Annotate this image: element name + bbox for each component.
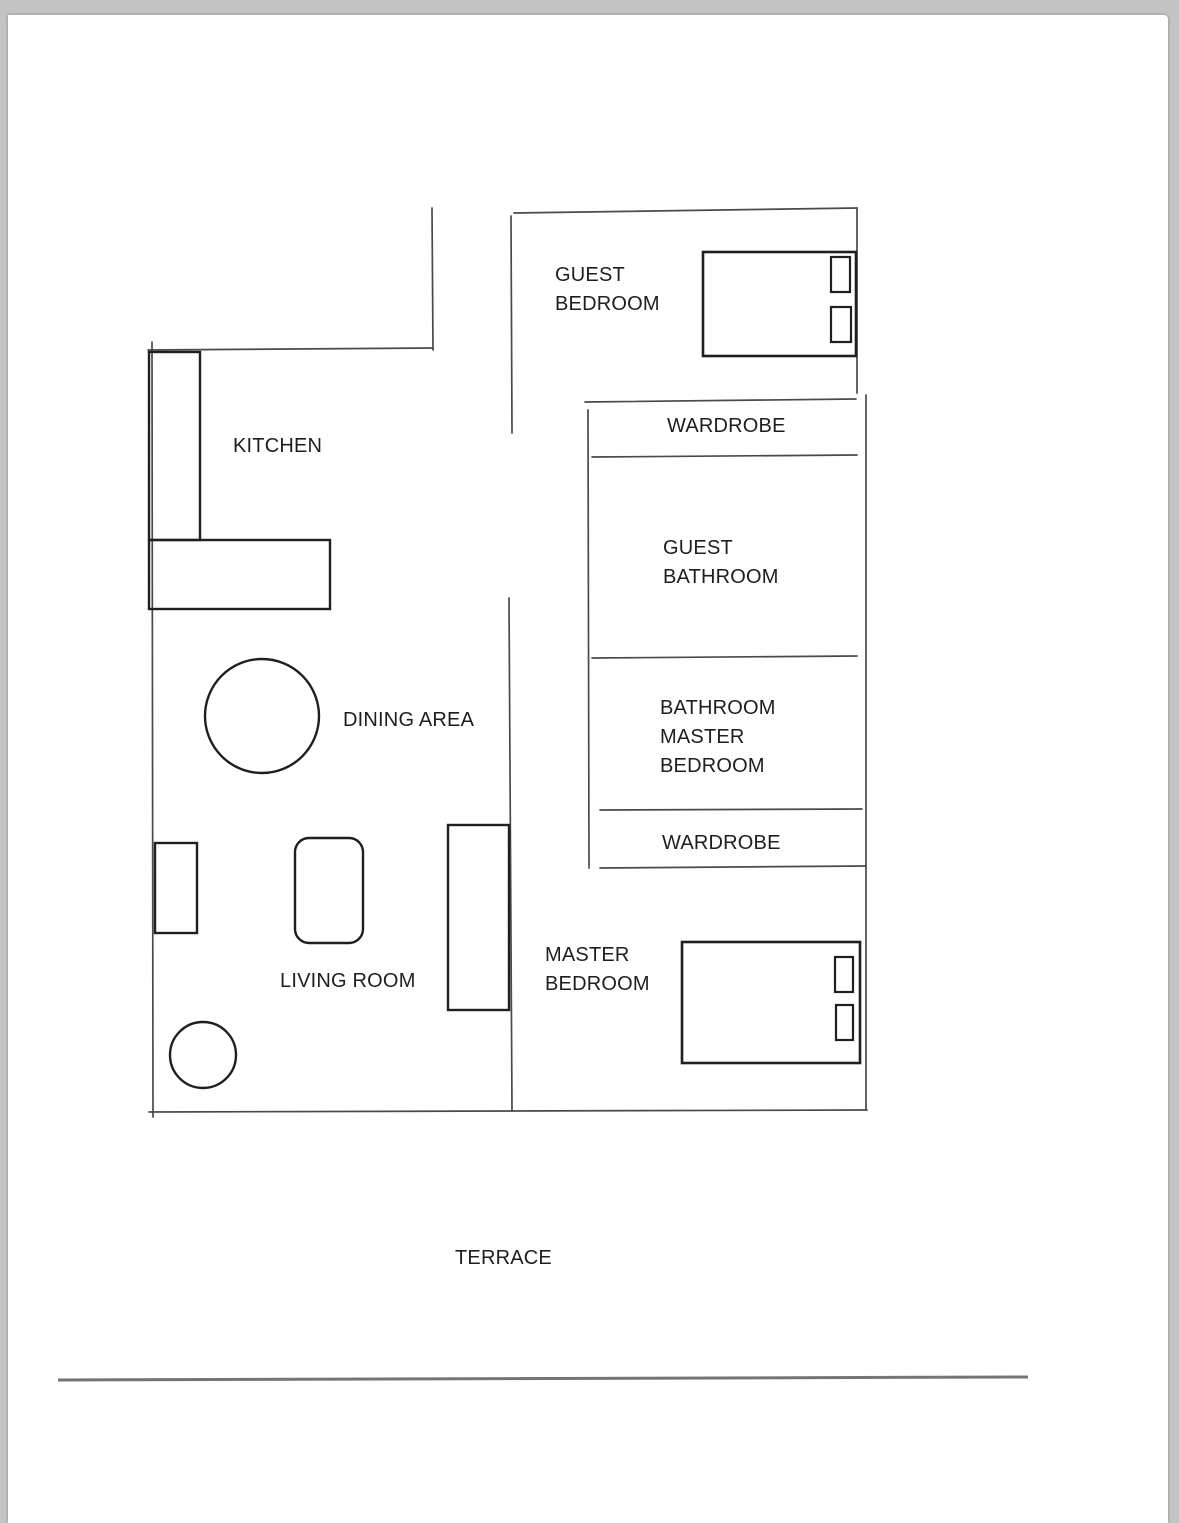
room-label-line: BEDROOM [545, 973, 650, 995]
room-label-guest-bedroom [555, 261, 660, 319]
wall-apartment-left [152, 342, 153, 1117]
room-label-line: GUEST [663, 537, 733, 559]
room-label-line: GUEST [555, 264, 625, 286]
divider-guest-bathroom-master-bathroom [592, 656, 857, 658]
room-label-kitchen [233, 432, 322, 461]
room-label-master-bedroom [545, 941, 650, 999]
kitchen-counter-horizontal [149, 540, 330, 609]
room-label-wardrobe-top [667, 412, 786, 441]
room-label-line: DINING AREA [343, 709, 475, 731]
room-label-living-room [280, 967, 416, 996]
room-label-guest-bathroom [663, 534, 779, 592]
divider-master-bathroom-wardrobe [600, 809, 862, 810]
kitchen-counter-vertical [149, 352, 200, 540]
room-label-line: LIVING ROOM [280, 970, 416, 992]
wall-wardrobe-top [585, 399, 856, 402]
wall-kitchen-right-vertical [432, 208, 433, 350]
room-label-bathroom-master-bedroom [660, 694, 776, 781]
room-label-line: BATHROOM [660, 697, 776, 719]
guest-bed-pillow-bottom [831, 307, 851, 342]
room-label-line: BEDROOM [660, 755, 765, 777]
wall-bath-column-left [588, 410, 589, 868]
terrace-edge-line [58, 1377, 1028, 1380]
master-bed-pillow-top [835, 957, 853, 992]
room-label-line: WARDROBE [662, 832, 781, 854]
room-label-line: MASTER [660, 726, 745, 748]
master-bed [682, 942, 860, 1063]
guest-bed [703, 252, 856, 356]
wall-wardrobe-bottom [600, 866, 866, 868]
room-label-line: MASTER [545, 944, 630, 966]
master-bed-pillow-bottom [836, 1005, 853, 1040]
room-label-terrace [455, 1244, 552, 1273]
living-room-side-table [155, 843, 197, 933]
wall-apartment-bottom [149, 1110, 867, 1112]
dining-table [205, 659, 319, 773]
room-label-line: KITCHEN [233, 435, 323, 457]
living-room-tv-cabinet [448, 825, 509, 1010]
room-label-dining-area [343, 706, 474, 735]
wall-guest-bedroom-left [511, 216, 512, 433]
living-room-round-table [170, 1022, 236, 1088]
room-label-line: TERRACE [455, 1247, 552, 1269]
room-label-line: WARDROBE [667, 415, 786, 437]
living-room-armchair [295, 838, 363, 943]
wall-guest-bedroom-top [514, 208, 857, 213]
divider-wardrobe-guest-bathroom [592, 455, 857, 457]
room-label-wardrobe-bottom [662, 829, 781, 858]
wall-kitchen-top [148, 348, 433, 350]
guest-bed-pillow-top [831, 257, 850, 292]
room-label-line: BATHROOM [663, 566, 779, 588]
room-label-line: BEDROOM [555, 293, 660, 315]
